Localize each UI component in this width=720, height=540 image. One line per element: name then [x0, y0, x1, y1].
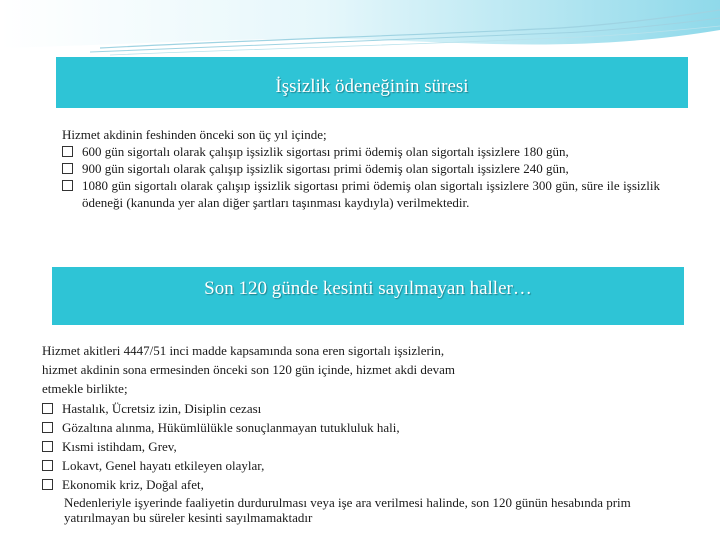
- exceptions-closing: Nedenleriyle işyerinde faaliyetin durdurulması veya işe ara verilmesi halinde, son 120 günün hesabında prim yatırılmayan bu süreler kesinti sayılmamaktadır: [64, 494, 631, 525]
- bullet-text: Lokavt, Genel hayatı etkileyen olaylar,: [62, 458, 265, 474]
- checkbox-square-icon: [42, 479, 53, 490]
- bullet-text: Ekonomik kriz, Doğal afet,: [62, 477, 204, 493]
- bullet-text: Kısmi istihdam, Grev,: [62, 439, 177, 455]
- bullet-text: 900 gün sigortalı olarak çalışıp işsizlik sigortası primi ödemiş olan sigortalı işsizlere 240 gün,: [82, 161, 569, 176]
- list-item: [62, 160, 662, 177]
- bullet-text: Gözaltına alınma, Hükümlülükle sonuçlanmayan tutukluluk hali,: [62, 419, 400, 435]
- list-item: [42, 399, 670, 418]
- list-item: [42, 456, 670, 475]
- section-title-exceptions: Son 120 günde kesinti sayılmayan haller…: [52, 267, 684, 325]
- exceptions-section: [42, 341, 670, 525]
- list-item: [42, 475, 670, 494]
- checkbox-square-icon: [42, 422, 53, 433]
- checkbox-square-icon: [42, 403, 53, 414]
- bullet-text: Hastalık, Ücretsiz izin, Disiplin cezası: [62, 400, 262, 416]
- checkbox-square-icon: [62, 146, 73, 157]
- duration-section: [62, 126, 662, 211]
- bullet-text: 600 gün sigortalı olarak çalışıp işsizlik sigortası primi ödemiş olan sigortalı işsizlere 180 gün,: [82, 144, 569, 159]
- checkbox-square-icon: [62, 180, 73, 191]
- exceptions-intro: Hizmet akitleri 4447/51 inci madde kapsamında sona eren sigortalı işsizlerin, hizmet akdinin sona ermesinden önceki son 120 gün içinde, hizmet akdi devam etmekle birlikte;: [42, 343, 456, 397]
- duration-intro: Hizmet akdinin feshinden önceki son üç yıl içinde;: [62, 127, 327, 142]
- list-item: [62, 143, 662, 160]
- list-item: [42, 418, 670, 437]
- section-title-duration: İşsizlik ödeneğinin süresi: [56, 57, 688, 108]
- bullet-text: 1080 gün sigortalı olarak çalışıp işsizlik sigortası primi ödemiş olan sigortalı işsizlere 300 gün, süre ile işsizlik ödeneği (kanunda yer alan diğer şartları taşınması kaydıyla) verilmektedir.: [82, 178, 660, 210]
- checkbox-square-icon: [42, 460, 53, 471]
- list-item: [42, 437, 670, 456]
- checkbox-square-icon: [62, 163, 73, 174]
- checkbox-square-icon: [42, 441, 53, 452]
- list-item: [62, 177, 662, 211]
- wave-decoration-icon: [0, 0, 720, 60]
